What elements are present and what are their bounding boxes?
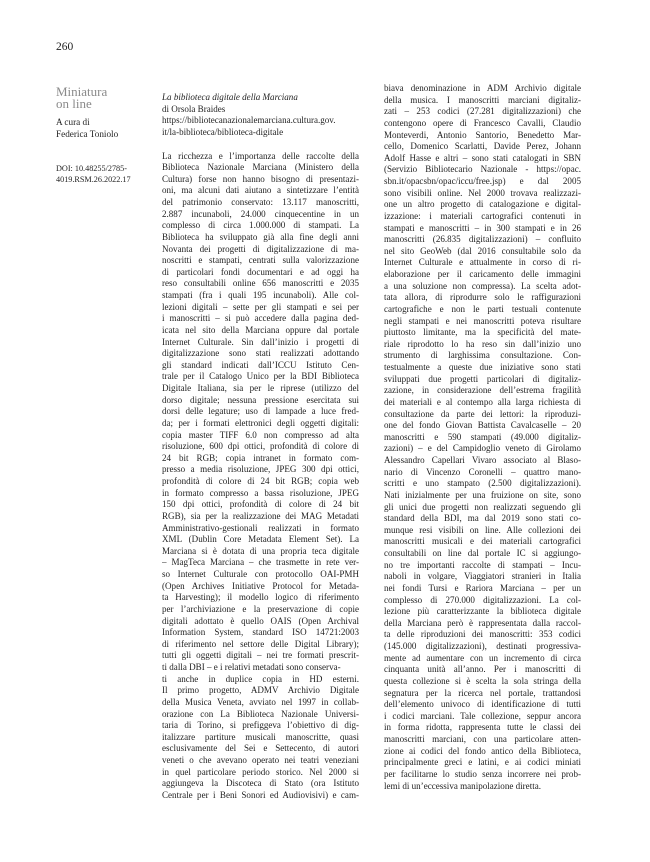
text-line: veneti o che avevano operato nei teatri veneziani	[162, 755, 359, 765]
text-line: Internet Culturale e attualmente in corso di ri-	[384, 257, 581, 268]
text-line: manoscritti musicali e dei materiali cartografici	[384, 536, 581, 547]
article-url[interactable]: it/la-biblioteca/biblioteca-digitale	[162, 126, 284, 137]
text-line: da; per i formati elettronici degli oggetti digitali:	[162, 417, 359, 428]
text-line: one del fondo Giovan Battista Cavalcaselle – 20	[384, 420, 581, 431]
text-line: di particolari fondi documentari e ad oggi ha	[162, 266, 359, 277]
text-line: Centrale per i Beni Sonori ed Audiovisivi) e cam-	[162, 789, 359, 800]
text-line: principalmente greci e latini, e ai codici miniati	[384, 757, 581, 768]
body-text	[162, 151, 359, 802]
text-line: risoluzione, 600 dpi ottici, profondità di colore di	[162, 441, 359, 452]
text-line: manoscritti marciani, con una particolare atten-	[384, 734, 581, 744]
text-line: in formato compresso a bassa risoluzione, JPEG	[162, 487, 359, 498]
text-line: Internet Culturale. Sin dall’inizio i progetti di	[162, 336, 359, 347]
text-line: izzazione: i materiali cartografici contenuti in	[384, 210, 581, 221]
page-number: 260	[56, 41, 74, 53]
text-line: italizzare partiture musicali manoscritte, quasi	[162, 731, 359, 742]
text-line: scritti e uno stampato (2.500 digitalizzazioni).	[384, 478, 581, 489]
text-line: RGB), sia per la realizzazione dei MAG Metadati	[162, 510, 359, 521]
doi	[56, 164, 154, 185]
text-line: zione ai codici del fondo antico della Biblioteca,	[384, 745, 581, 756]
text-line: tutti gli oggetti digitali – nei tre formati prescrit-	[162, 650, 359, 661]
text-line: della musica. I manoscritti marciani digitaliz-	[384, 94, 581, 105]
text-line: in forma ridotta, rappresenta tutte le classi dei	[384, 722, 581, 733]
text-line: Biblioteca Nazionale Marciana (Ministero della	[162, 162, 359, 173]
doi-line: 4019.RSM.26.2022.17	[56, 174, 131, 184]
text-line: Adolf Hasse e altri – sono stati catalogati in SBN	[384, 152, 581, 163]
text-line: Alessandro Capellari Vivaro associato al Blaso-	[384, 455, 581, 465]
body-text	[384, 83, 581, 792]
text-line: Information System, standard ISO 14721:2003	[162, 627, 359, 638]
text-line: digitalizzazione sono stati realizzati adottando	[162, 348, 359, 359]
text-line: contengono opere di Francesco Cavalli, Claudio	[384, 117, 581, 128]
text-line: del patrimonio conservato: 13.117 manoscritti,	[162, 197, 359, 207]
text-line: zati – 253 codici (27.281 digitalizzazioni) che	[384, 106, 581, 117]
rubric-subtitle: on line	[56, 96, 92, 111]
text-line: trale per il Catalogo Unico per la BDI Biblioteca	[162, 371, 359, 382]
text-line: per l’archiviazione e la preservazione di copie	[162, 603, 359, 614]
text-line: ti anche in duplice copia in HD esterni.	[162, 673, 359, 684]
text-line: presso a media risoluzione, JPEG 300 dpi ottici,	[162, 464, 359, 475]
text-line: munque resi visibili on line. Alle collezioni dei	[384, 524, 581, 535]
text-line: (Servizio Bibliotecario Nazionale - https://opac.	[384, 164, 581, 175]
text-line: della Marciana però è rappresentata dalla raccol-	[384, 617, 581, 628]
text-line: riale riprodotto lo ha reso sin dall’inizio uno	[384, 338, 581, 349]
text-line: orazione con La Biblioteca Nazionale Universi-	[162, 708, 359, 719]
text-line: lezione più caratterizzante la biblioteca digitale	[384, 606, 581, 617]
text-line: zazione, in considerazione dell’estrema fragilità	[384, 385, 581, 396]
text-line: dell’elemento univoco di identificazione di tutti	[384, 699, 581, 710]
text-line: nei fondi Tursi e Rariora Marciana – per un	[384, 582, 581, 593]
text-line: dei materiali e al contempo alla larga richiesta di	[384, 396, 581, 407]
text-line: tata allora, di riprodurre solo le raffigurazioni	[384, 292, 581, 303]
text-line: negli stampati e nei manoscritti poteva risultare	[384, 315, 581, 326]
text-line: Marciana si è dotata di una propria teca digitale	[162, 545, 359, 556]
text-line: nel sito GeoWeb (dal 2016 consultabile solo da	[384, 245, 581, 256]
text-line: mente ad aumentare con un incremento di circa	[384, 652, 581, 663]
text-line: one un altro progetto di catalogazione e digital-	[384, 199, 581, 210]
text-line: taria di Torino, si prefiggeva l’obiettivo di dig-	[162, 720, 359, 731]
text-line: icata nel sito della Marciana oppure dal portale	[162, 324, 359, 335]
article-title: La biblioteca digitale della Marciana	[162, 92, 298, 102]
text-line: noscritti e stampati, centrati sulla valorizzazione	[162, 255, 359, 266]
sidebar	[56, 86, 154, 185]
text-line: manoscritti (26.835 digitalizzazioni) – confluito	[384, 234, 581, 245]
text-line: in quel particolare periodo storico. Nel 2000 si	[162, 766, 359, 777]
text-line: dorso digitale; nessuna pressione esercitata sui	[162, 394, 359, 405]
text-line: complesso di circa 1.000.000 di stampati. La	[162, 220, 359, 231]
text-line: copia master TIFF 6.0 non compresso ad alta	[162, 429, 359, 440]
text-line: Amministrativo-gestionali realizzati in formato	[162, 522, 359, 533]
text-line: per facilitarne lo studio senza incorrere nei prob-	[384, 768, 581, 779]
text-line: Novanta dei progetti di digitalizzazione di ma-	[162, 243, 359, 254]
text-line: Il primo progetto, ADMV Archivio Digitale	[162, 685, 359, 696]
text-line: 24 bit RGB; copia intranet in formato com-	[162, 452, 359, 463]
article-url[interactable]: https://bibliotecanazionalemarciana.cultura.gov.	[162, 115, 336, 126]
text-line: no tre importanti raccolte di stampati – Incu-	[384, 559, 581, 570]
column-right	[384, 83, 581, 792]
text-line: Monteverdi, Antonio Santorio, Benedetto Mar-	[384, 129, 581, 140]
text-line: reso consultabili online 656 manoscritti e 2035	[162, 278, 359, 289]
text-line: La ricchezza e l’importanza delle raccolte della	[162, 150, 359, 161]
text-line: ta delle riproduzioni dei manoscritti: 353 codici	[384, 629, 581, 640]
text-line: segnatura per la ricerca nel portale, trattandosi	[384, 687, 581, 698]
text-line: sono visibili online. Nel 2000 trovava realizzazi-	[384, 187, 581, 198]
column-middle	[162, 92, 359, 802]
text-line: Digitale Italiana, sia per le riprese (utilizzo del	[162, 383, 359, 393]
text-line: (Open Archives Initiative Protocol for Metada-	[162, 580, 359, 591]
text-line: ti dalla DBI – e i relativi metadati sono conserva-	[162, 662, 341, 672]
text-line: gli unici due progetti non realizzati seguendo gli	[384, 501, 581, 512]
text-line: sbn.it/opacsbn/opac/iccu/free.jsp) e dal 2005	[384, 176, 581, 186]
text-line: cartografiche e non le parti testuali contenute	[384, 303, 581, 314]
text-line: digitali adottato è quello OAIS (Open Archival	[162, 615, 359, 626]
article-author: di Orsola Braides	[162, 103, 226, 114]
text-line: sviluppati due progetti particolari di digitaliz-	[384, 373, 581, 384]
text-line: a una soluzione non compressa). La scelta adot-	[384, 280, 581, 291]
text-line: cello, Domenico Scarlatti, Davide Perez, Johann	[384, 141, 581, 152]
text-line: oni, ma alcuni dati aiutano a sintetizzare l’entità	[162, 185, 359, 196]
text-line: aggiungeva la Discoteca di Stato (ora Istituto	[162, 778, 359, 789]
text-line: Biblioteca ha sviluppato già alla fine degli anni	[162, 231, 359, 242]
text-line: cinquanta unità all’anno. Per i manoscritti di	[384, 664, 581, 675]
editor-name: Federica Toniolo	[56, 128, 119, 139]
text-line: Cultura) forse non hanno bisogno di presentazi-	[162, 173, 359, 184]
text-line: standard della BDI, ma dal 2019 sono stati co-	[384, 513, 581, 524]
text-line: i manoscritti – si può accedere dalla pagina ded-	[162, 313, 359, 324]
text-line: lezioni digitali – sette per gli stampati e sei per	[162, 301, 359, 312]
text-line: Nati inizialmente per una fruizione on site, sono	[384, 489, 581, 500]
text-line: 150 dpi ottici, profondità di colore di 24 bit	[162, 499, 359, 510]
text-line: esclusivamente del Sei e Settecento, di autori	[162, 743, 359, 754]
editor-label: A cura di	[56, 117, 90, 127]
text-line: XML (Dublin Core Metadata Element Set). La	[162, 534, 359, 545]
text-line: biava denominazione in ADM Archivio digitale	[384, 83, 581, 93]
text-line: so Internet Culturale con protocollo OAI-PMH	[162, 569, 359, 579]
text-line: della Musica Veneta, avviato nel 1997 in collab-	[162, 696, 359, 707]
text-line: gli standard indicati dall’ICCU Istituto Cen-	[162, 359, 359, 370]
text-line: questa collezione si è scelta la sola stringa della	[384, 675, 581, 686]
text-line: elaborazione per il caricamento delle immagini	[384, 269, 581, 279]
article-header	[162, 92, 359, 139]
text-line: dorsi delle legature; uso di lampade a luce fred-	[162, 406, 359, 417]
text-line: consultazione da parte dei lettori: la riproduzi-	[384, 408, 581, 419]
text-line: strumento di larghissima consultazione. Con-	[384, 350, 581, 361]
text-line: zazioni) – e del Campidoglio veneto di Girolamo	[384, 443, 581, 454]
text-line: naboli in volgare, Viaggiatori stranieri in Italia	[384, 571, 581, 582]
doi-line: DOI: 10.48255/2785-	[56, 164, 127, 173]
text-line: (145.000 digitalizzazioni), destinati progressiva-	[384, 641, 581, 651]
text-line: testualmente a queste due iniziative sono stati	[384, 362, 581, 372]
text-line: di riferimento nel settore delle Digital Library);	[162, 638, 359, 649]
text-line: nario di Vincenzo Coronelli – quattro mano-	[384, 466, 581, 477]
text-line: i codici marciani. Tale collezione, seppur ancora	[384, 710, 581, 721]
text-line: piuttosto limitante, ma la specificità del mate-	[384, 327, 581, 338]
text-line: 2.887 incunaboli, 24.000 cinquecentine in un	[162, 208, 359, 219]
text-line: stampati (fra i quali 195 incunaboli). Alle col-	[162, 290, 359, 300]
text-line: profondità di colore di 24 bit RGB; copia web	[162, 476, 359, 486]
text-line: manoscritti e 590 stampati (49.000 digitaliz-	[384, 431, 581, 442]
rubric-title: Miniatura	[56, 84, 108, 99]
text-line: consultabili on line dal portale IC si aggiungo-	[384, 548, 581, 558]
text-line: complesso di 270.000 digitalizzazioni. La col-	[384, 594, 581, 605]
text-line: stampati e manoscritti – in 300 stampati e in 26	[384, 222, 581, 233]
text-line: lemi di un’eccessiva manipolazione diretta.	[384, 780, 542, 791]
text-line: ta Harvesting); il modello logico di riferimento	[162, 592, 359, 603]
text-line: – MagTeca Marciana – che trasmette in rete ver-	[162, 557, 359, 568]
